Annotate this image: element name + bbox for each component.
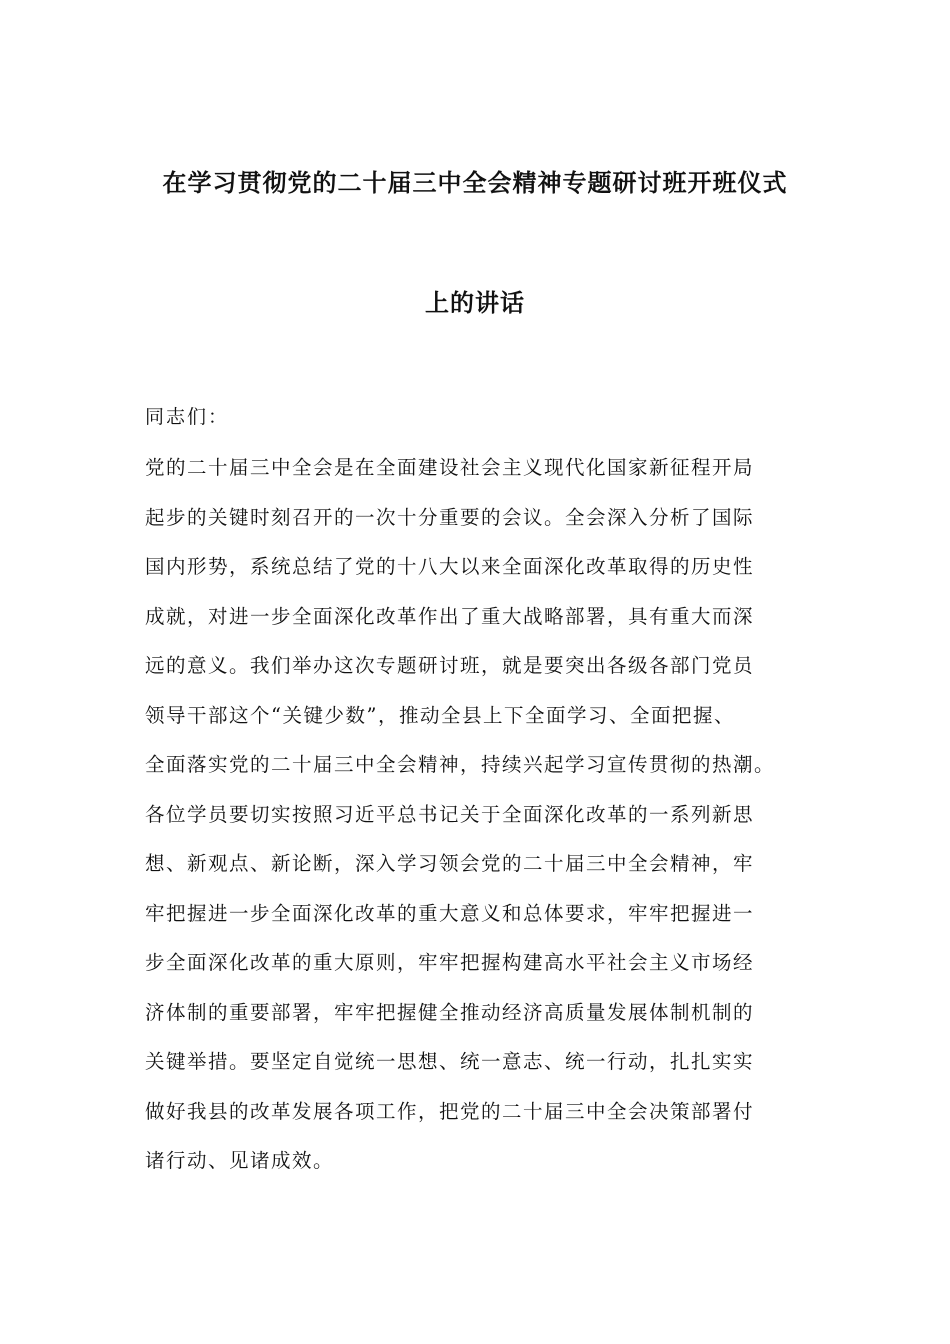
- body-line: 远的意义。我们举办这次专题研讨班，就是要突出各级各部门党员: [145, 654, 755, 677]
- body-line: 领导干部这个“关键少数”，推动全县上下全面学习、全面把握、: [145, 703, 735, 727]
- document-title-line-2: 上的讲话: [425, 288, 525, 317]
- salutation: 同志们：: [145, 406, 230, 428]
- body-line: 起步的关键时刻召开的一次十分重要的会议。全会深入分析了国际: [145, 505, 755, 529]
- body-paragraph: [145, 449, 825, 1192]
- body-line: 国内形势，系统总结了党的十八大以来全面深化改革取得的历史性: [145, 555, 755, 578]
- body-line: 各位学员要切实按照习近平总书记关于全面深化改革的一系列新思: [145, 802, 755, 826]
- body-line: 想、新观点、新论断，深入学习领会党的二十届三中全会精神，牢: [145, 852, 755, 875]
- body-line: 诸行动、见诸成效。: [145, 1149, 335, 1172]
- body-line: 步全面深化改革的重大原则，牢牢把握构建高水平社会主义市场经: [145, 951, 755, 974]
- body-line: 党的二十届三中全会是在全面建设社会主义现代化国家新征程开局: [145, 456, 755, 479]
- body-line: 牢把握进一步全面深化改革的重大意义和总体要求，牢牢把握进一: [145, 901, 755, 925]
- document-title-line-1: 在学习贯彻党的二十届三中全会精神专题研讨班开班仪式: [162, 168, 788, 197]
- body-line: 关键举措。要坚定自觉统一思想、统一意志、统一行动，扎扎实实: [145, 1050, 755, 1073]
- body-line: 成就，对进一步全面深化改革作出了重大战略部署，具有重大而深: [145, 604, 755, 628]
- body-line: 济体制的重要部署，牢牢把握健全推动经济高质量发展体制机制的: [145, 1000, 755, 1024]
- body-line: 全面落实党的二十届三中全会精神，持续兴起学习宣传贯彻的热潮。: [145, 753, 776, 776]
- body-line: 做好我县的改革发展各项工作，把党的二十届三中全会决策部署付: [145, 1099, 755, 1123]
